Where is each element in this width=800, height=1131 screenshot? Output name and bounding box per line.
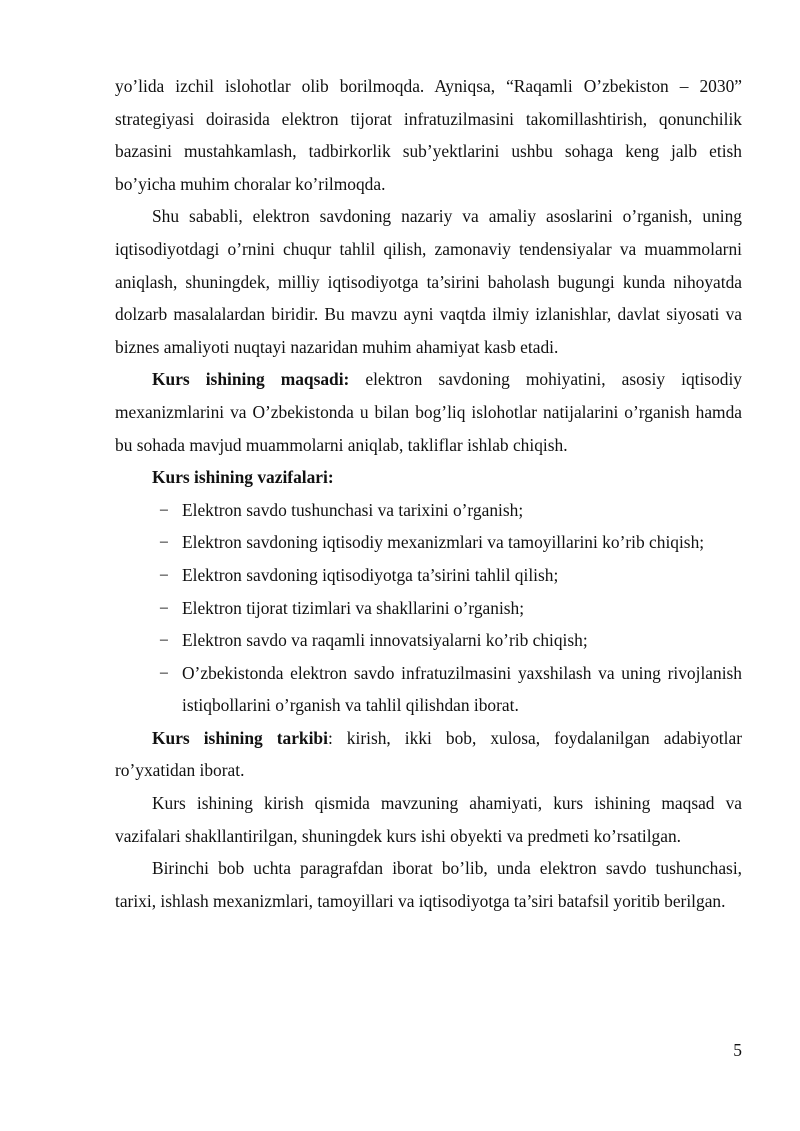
paragraph-introduction: Kurs ishining kirish qismida mavzuning ahamiyati, kurs ishining maqsad va vazifalari shakllantirilgan, shuningdek kurs ishi obyekti va predmeti ko’rsatilgan.	[115, 793, 742, 846]
page-number: 5	[733, 1040, 742, 1060]
list-item	[115, 592, 742, 625]
dash-bullet-icon: −	[159, 597, 169, 618]
dash-bullet-icon: −	[159, 630, 169, 651]
list-item-text: Elektron savdo va raqamli innovatsiyalarni ko’rib chiqish;	[182, 630, 588, 651]
tasks-heading: Kurs ishining vazifalari:	[152, 467, 334, 488]
paragraph-relevance: Shu sababli, elektron savdoning nazariy va amaliy asoslarini o’rganish, uning iqtisodiyotdagi o’rnini chuqur tahlil qilish, zamonaviy tendensiyalar va muammolarni aniqlash, shuningdek, milliy iqtisodiyotga ta’sirini baholash bugungi kunda nihoyatda dolzarb masalalardan biridir. Bu mavzu ayni vaqtda ilmiy izlanishlar, davlat siyosati va biznes amaliyoti nuqtayi nazaridan muhim ahamiyat kasb etadi.	[115, 206, 742, 357]
list-item-text: Elektron savdoning iqtisodiyotga ta’sirini tahlil qilish;	[182, 564, 559, 585]
list-item	[115, 624, 742, 657]
dash-bullet-icon: −	[159, 532, 169, 553]
document-page	[115, 70, 742, 917]
paragraph-structure	[115, 722, 742, 787]
dash-bullet-icon: −	[159, 499, 169, 520]
goal-text: elektron savdoning mohiyatini, asosiy iqtisodiy mexanizmlarini va O’zbekistonda u bilan bog’liq islohotlar natijalarini o’rganish hamda bu sohada mavjud muammolarni aniqlab, takliflar ishlab chiqish.	[115, 369, 742, 455]
tasks-list	[115, 494, 742, 722]
dash-bullet-icon: −	[159, 564, 169, 585]
list-item	[115, 494, 742, 527]
list-item-text: Elektron savdoning iqtisodiy mexanizmlari va tamoyillarini ko’rib chiqish;	[182, 532, 705, 553]
list-item-text: O’zbekistonda elektron savdo infratuzilmasini yaxshilash va uning rivojlanish istiqbollarini o’rganish va tahlil qilishdan iborat.	[182, 662, 742, 716]
structure-text: : kirish, ikki bob, xulosa, foydalanilgan adabiyotlar ro’yxatidan iborat.	[115, 727, 742, 781]
goal-label: Kurs ishining maqsadi:	[152, 369, 350, 390]
paragraph-chapter-one: Birinchi bob uchta paragrafdan iborat bo’lib, unda elektron savdo tushunchasi, tarixi, ishlash mexanizmlari, tamoyillari va iqtisodiyotga ta’siri batafsil yoritib berilgan.	[115, 858, 742, 911]
paragraph-reforms: yo’lida izchil islohotlar olib borilmoqda. Ayniqsa, “Raqamli O’zbekiston – 2030” strategiyasi doirasida elektron tijorat infratuzilmasini takomillashtirish, qonunchilik bazasini mustahkamlash, tadbirkorlik sub’yektlarini ushbu sohaga keng jalb etish bo’yicha muhim choralar ko’rilmoqda.	[115, 76, 742, 194]
list-item	[115, 526, 742, 559]
list-item-text: Elektron savdo tushunchasi va tarixini o’rganish;	[182, 499, 524, 520]
list-item-text: Elektron tijorat tizimlari va shakllarini o’rganish;	[182, 597, 525, 618]
list-item	[115, 657, 742, 722]
paragraph-goal	[115, 363, 742, 461]
list-item	[115, 559, 742, 592]
structure-label: Kurs ishining tarkibi	[152, 727, 328, 748]
dash-bullet-icon: −	[159, 662, 169, 683]
